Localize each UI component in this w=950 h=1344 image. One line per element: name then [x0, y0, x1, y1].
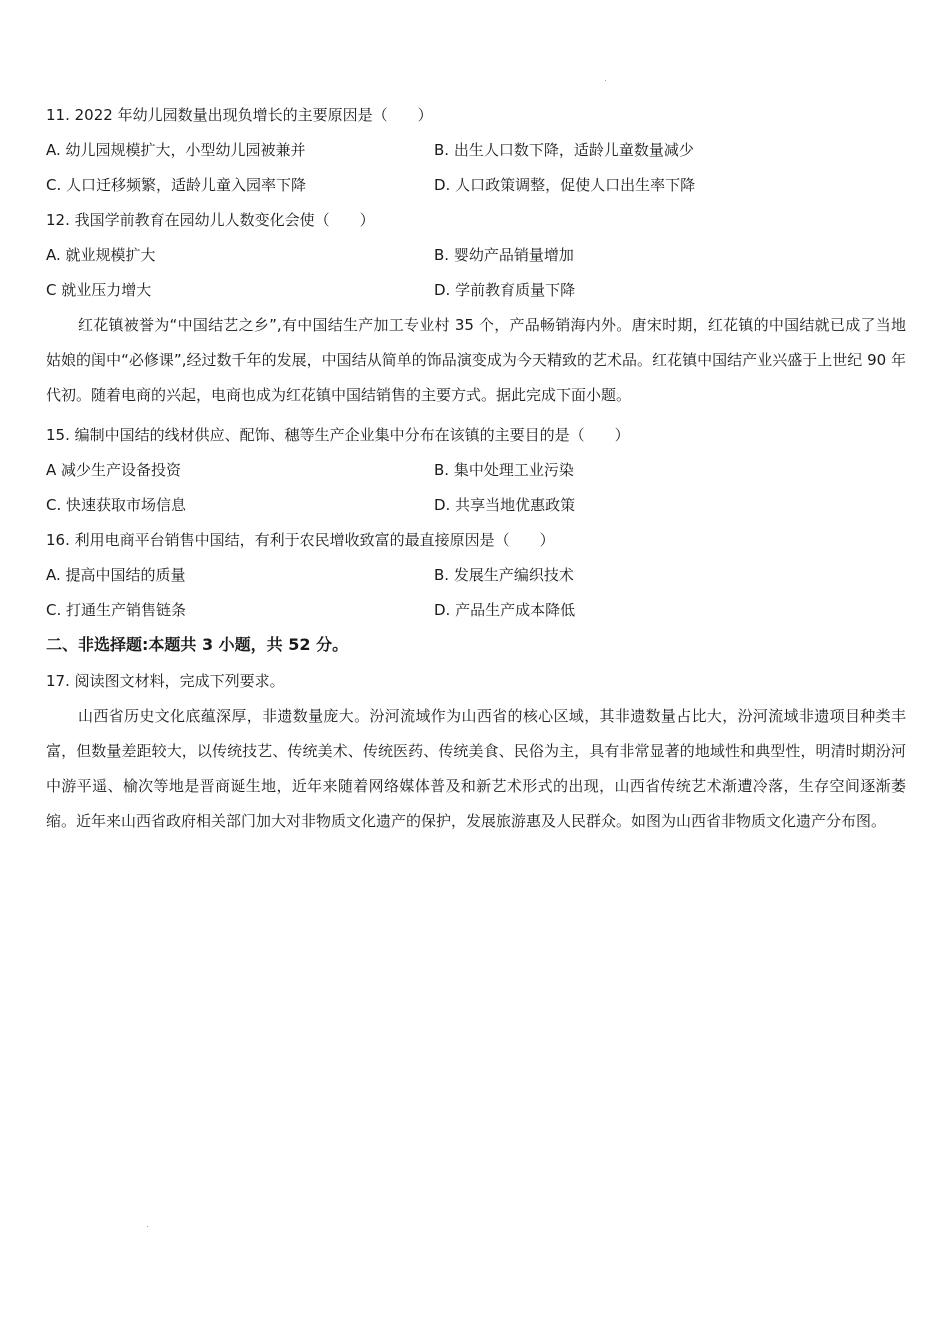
question-16-option-d: D. 产品生产成本降低: [434, 601, 576, 619]
question-12-stem: 12. 我国学前教育在园幼儿人数变化会使（ ）: [46, 211, 375, 229]
reading-passage-shanxi-heritage: 山西省历史文化底蕴深厚，非遗数量庞大。汾河流域作为山西省的核心区域，其非遗数量占比大，汾河流域非遗项目种类丰富，但数量差距较大，以传统技艺、传统美术、传统医药、传统美食、民俗为主，具有非常显著的地域性和典型性，明清时期汾河中游平遥、榆次等地是晋商诞生地，近年来随着网络媒体普及和新艺术形式的出现，山西省传统艺术渐遭冷落，生存空间逐渐萎缩。近年来山西省政府相关部门加大对非物质文化遗产的保护，发展旅游惠及人民群众。如图为山西省非物质文化遗产分布图。: [46, 707, 906, 830]
question-12-option-a: A. 就业规模扩大: [46, 246, 156, 264]
scan-speck: [605, 80, 606, 81]
question-12-option-b: B. 婴幼产品销量增加: [434, 246, 574, 264]
question-17-stem: 17. 阅读图文材料，完成下列要求。: [46, 672, 285, 690]
reading-passage-hongshua-town: 红花镇被誉为“中国结艺之乡”,有中国结生产加工专业村 35 个，产品畅销海内外。唐宋时期，红花镇的中国结就已成了当地姑娘的闺中“必修课”,经过数千年的发展，中国结从简单的饰品演变成为今天精致的艺术品。红花镇中国结产业兴盛于上世纪 90 年代初。随着电商的兴起，电商也成为红花镇中国结销售的主要方式。据此完成下面小题。: [46, 316, 906, 404]
question-15-option-c: C. 快速获取市场信息: [46, 496, 187, 514]
question-16-option-a: A. 提高中国结的质量: [46, 566, 186, 584]
scan-speck: [147, 1226, 148, 1227]
question-11-stem: 11. 2022 年幼儿园数量出现负增长的主要原因是（ ）: [46, 106, 433, 124]
question-11-option-c: C. 人口迁移频繁，适龄儿童入园率下降: [46, 176, 307, 194]
question-15-option-b: B. 集中处理工业污染: [434, 461, 574, 479]
question-16-stem: 16. 利用电商平台销售中国结，有利于农民增收致富的最直接原因是（ ）: [46, 531, 555, 549]
question-12-option-d: D. 学前教育质量下降: [434, 281, 576, 299]
question-15-option-d: D. 共享当地优惠政策: [434, 496, 576, 514]
question-12-option-c: C 就业压力增大: [46, 281, 152, 299]
question-16-option-b: B. 发展生产编织技术: [434, 566, 574, 584]
question-11-option-d: D. 人口政策调整，促使人口出生率下降: [434, 176, 696, 194]
question-11-option-b: B. 出生人口数下降，适龄儿童数量减少: [434, 141, 694, 159]
section-2-heading: 二、非选择题:本题共 3 小题，共 52 分。: [46, 635, 349, 654]
question-15-option-a: A 减少生产设备投资: [46, 461, 182, 479]
question-16-option-c: C. 打通生产销售链条: [46, 601, 187, 619]
question-15-stem: 15. 编制中国结的线材供应、配饰、穗等生产企业集中分布在该镇的主要目的是（ ）: [46, 426, 630, 444]
question-11-option-a: A. 幼儿园规模扩大，小型幼儿园被兼并: [46, 141, 306, 159]
